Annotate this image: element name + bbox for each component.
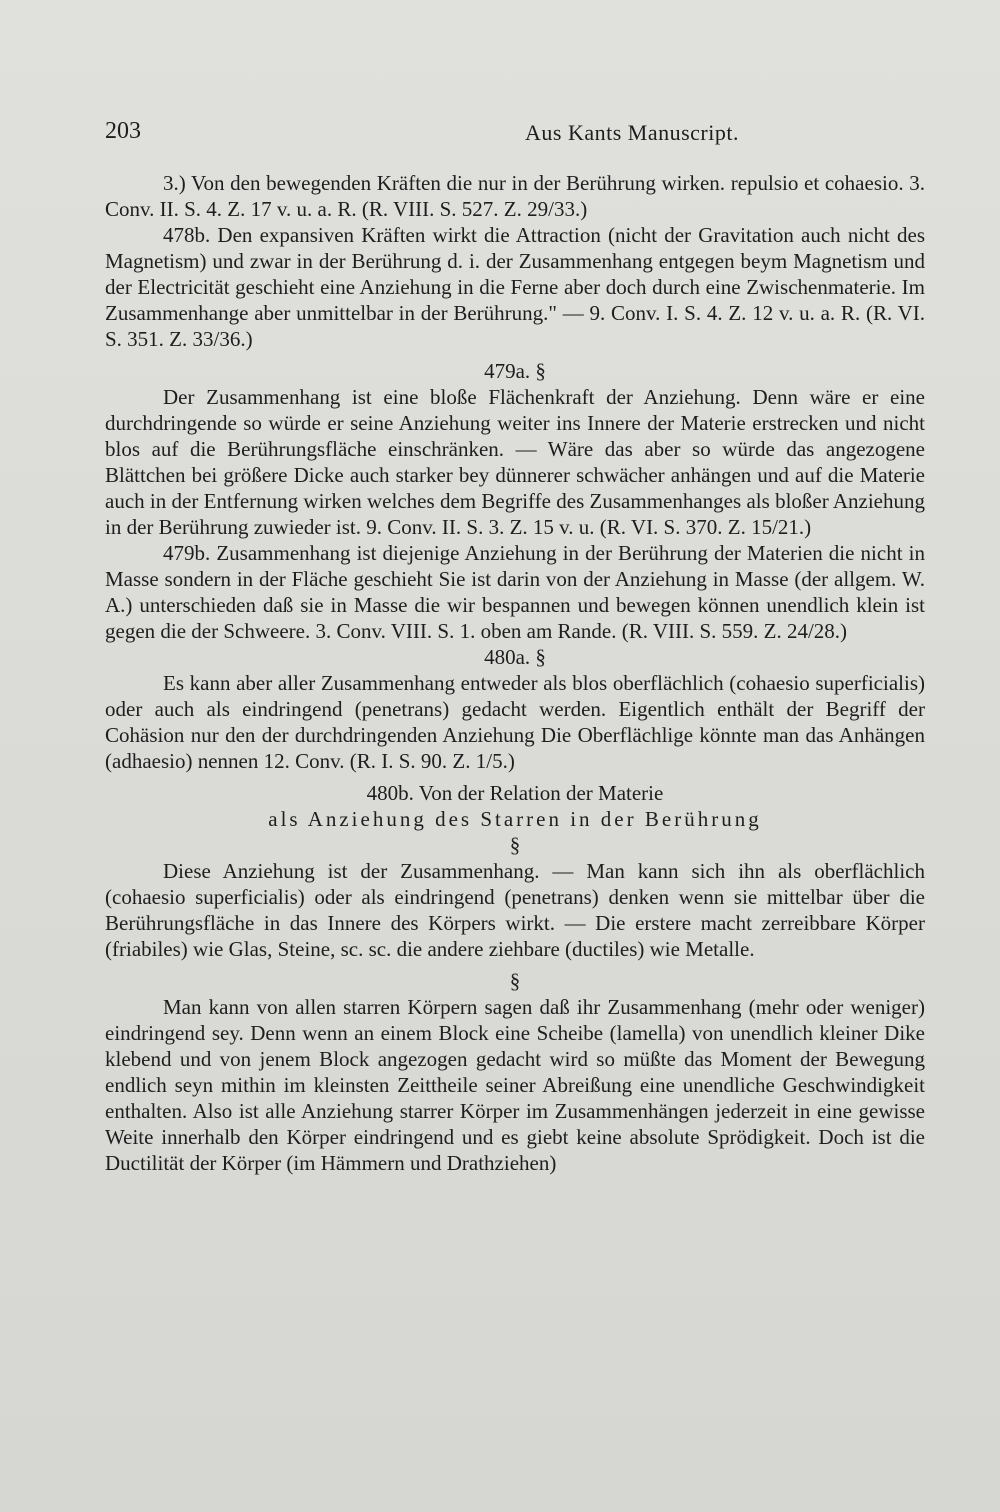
page-header bbox=[105, 118, 920, 154]
body-text bbox=[105, 170, 925, 1176]
paragraph: Diese Anziehung ist der Zusammenhang. — Man kann sich ihn als oberflächlich (cohaesio superficialis) oder als eindringend (penetrans) denken wenn sie mittelbar über die Berührungsfläche in das Innere des Körpers wirkt. — Die erstere macht zerreibbare Körper (friabiles) wie Glas, Steine, sc. sc. die andere ziehbare (ductiles) wie Metalle. bbox=[105, 859, 925, 961]
paragraph: 479b. Zusammenhang ist diejenige Anziehung in der Berührung der Materien die nicht in Masse sondern in der Fläche geschieht Sie ist darin von der Anziehung in Masse (der allgem. W. A.) unterschieden daß sie in Masse die wir bespannen und bewegen können unendlich klein ist gegen die der Schweere. 3. Conv. VIII. S. 1. oben am Rande. (R. VIII. S. 559. Z. 24/28.) bbox=[105, 541, 925, 643]
running-title: Aus Kants Manuscript. bbox=[525, 120, 739, 145]
page-number: 203 bbox=[105, 118, 141, 144]
section-mark: § bbox=[509, 833, 521, 857]
paragraph: Man kann von allen starren Körpern sagen daß ihr Zusammenhang (mehr oder weniger) eindringend sey. Denn wenn an einem Block eine Scheibe (lamella) von unendlich kleiner Dike klebend und von jenem Block angezogen gedacht wird so müßte das Moment der Bewegung endlich seyn mithin im kleinsten Zeittheile seiner Abreißung eine unendliche Geschwindigkeit enthalten. Also ist alle Anziehung starrer Körper im Zusammenhängen jederzeit in eine gewisse Weite innerhalb den Körper eindringend und es giebt keine absolute Sprödigkeit. Doch ist die Ductilität der Körper (im Hämmern und Drathziehen) bbox=[105, 995, 925, 1175]
paragraph: Es kann aber aller Zusammenhang entweder als blos oberflächlich (cohaesio superficialis) oder auch als eindringend (penetrans) gedacht werden. Eigentlich enthält der Begriff der Cohäsion nur den der durchdringenden Anziehung Die Oberflächlige könnte man das Anhängen (adhaesio) nennen 12. Conv. (R. I. S. 90. Z. 1/5.) bbox=[105, 671, 925, 773]
section-heading: 480a. § bbox=[484, 645, 546, 669]
paragraph: 478b. Den expansiven Kräften wirkt die Attraction (nicht der Gravitation auch nicht des Magnetism) und zwar in der Berührung d. i. der Zusammenhang entgegen beym Magnetism und der Electricität geschieht eine Anziehung in die Ferne aber doch durch eine Zwischenmaterie. Im Zusammenhange aber unmittelbar in der Berührung." — 9. Conv. I. S. 4. Z. 12 v. u. a. R. (R. VI. S. 351. Z. 33/36.) bbox=[105, 223, 925, 351]
paragraph: 3.) Von den bewegenden Kräften die nur in der Berührung wirken. repulsio et cohaesio. 3. Conv. II. S. 4. Z. 17 v. u. a. R. (R. VIII. S. 527. Z. 29/33.) bbox=[105, 171, 925, 221]
section-heading: 479a. § bbox=[484, 359, 546, 383]
section-subheading: als Anziehung des Starren in der Berührung bbox=[268, 807, 762, 831]
paragraph: Der Zusammenhang ist eine bloße Flächenkraft der Anziehung. Denn wäre er eine durchdringende so würde er seine Anziehung weiter ins Innere der Materie erstrecken und nicht blos auf die Berührungsfläche einschränken. — Wäre das aber so würde das angezogene Blättchen bei größere Dicke auch starker bey dünnerer schwächer anhängen und auf die Materie auch in der Entfernung wirken welches dem Begriffe des Zusammenhanges als bloßer Anziehung in der Berührung zuwieder ist. 9. Conv. II. S. 3. Z. 15 v. u. (R. VI. S. 370. Z. 15/21.) bbox=[105, 385, 925, 539]
section-mark: § bbox=[509, 969, 521, 993]
section-heading: 480b. Von der Relation der Materie bbox=[366, 781, 664, 805]
